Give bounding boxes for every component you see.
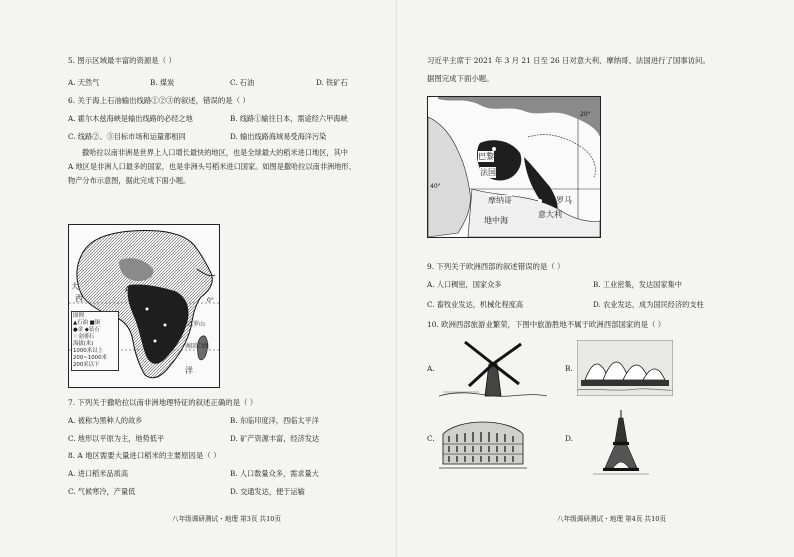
map-label-a: A: [125, 285, 131, 294]
q8-stem: 8. A 地区需要大量进口稻米的主要原因是（ ）: [68, 451, 221, 460]
q5-stem: 5. 图示区域最丰富的资源是（ ）: [68, 56, 176, 65]
opera-house-icon: [577, 340, 673, 396]
q8-option-a: A. 进口稻米品质高: [68, 469, 129, 478]
q10-letter-b: B.: [565, 364, 573, 373]
q9-option-d: D. 农业发达，成为国民经济的支柱: [593, 300, 704, 309]
legend-item-1: ▲石油 ■铜: [73, 320, 101, 326]
q9-stem: 9. 下列关于欧洲西部的叙述错误的是（ ）: [427, 262, 565, 271]
opera-house-picture: [577, 340, 673, 396]
passage-line-1: 撒哈拉以南非洲是世界上人口增长最快的地区，也是全球最大的稻米进口地区，其中: [82, 148, 348, 157]
africa-map: [68, 224, 220, 388]
q8-option-b: B. 人口数量众多，需求量大: [230, 469, 319, 478]
legend-item-4: 海拔(米): [73, 341, 94, 347]
passage-line-2: A 地区是非洲人口最多的国家，也是非洲头号稻米进口国家。如图是撒哈拉以南非洲地形、: [68, 162, 356, 171]
map-label-rome: 罗马: [556, 196, 572, 205]
colosseum-icon: [439, 412, 527, 472]
page-footer-right: 八年级调研测试・地理 第4页 共10页: [557, 515, 667, 523]
intro-line-1: 习近平主席于 2021 年 3 月 21 日至 26 日对意大利、摩纳哥、法国进行了国事访问。: [427, 56, 710, 65]
map-label-20: 20°: [580, 111, 591, 118]
q10-letter-c: C.: [427, 434, 435, 443]
eiffel-tower-picture: [593, 408, 649, 478]
q10-letter-d: D.: [565, 434, 574, 443]
q9-option-c: C. 畜牧业发达，机械化程度高: [427, 300, 524, 309]
map-label-monaco: 摩纳哥: [488, 196, 512, 205]
map-label-mediterranean: 地中海: [484, 216, 508, 225]
q10-letter-a: A.: [427, 364, 435, 373]
right-page: [397, 0, 794, 557]
q5-option-a: A. 天然气: [68, 78, 100, 87]
map-label-italy: 意大利: [538, 210, 562, 219]
map-label-paris: 巴黎: [478, 152, 494, 161]
q5-option-b: B. 煤炭: [150, 78, 175, 87]
q7-option-b: B. 东临印度洋，西临太平洋: [230, 416, 319, 425]
legend-item-6: 200~1000米: [73, 355, 107, 361]
map-label-40: 40°: [430, 183, 441, 190]
map-label-west: 西: [75, 294, 83, 303]
q7-option-a: A. 被称为黑种人的故乡: [68, 416, 143, 425]
q6-option-d: D. 输出线路海域易受海洋污染: [230, 132, 327, 141]
map-label-big: 大: [71, 282, 79, 291]
q6-option-a: A. 霍尔木兹海峡是输出线路的必经之地: [68, 114, 193, 123]
legend-title: 图例: [73, 313, 84, 319]
legend-item-3: ♢金刚石: [73, 334, 95, 340]
windmill-icon: [439, 340, 547, 400]
q9-option-a: A. 人口稠密，国家众多: [427, 280, 502, 289]
q6-stem: 6. 关于海上石油输出线路①②③的叙述，错误的是（ ）: [68, 96, 250, 105]
q8-option-d: D. 交通发达，便于运输: [230, 487, 305, 496]
q7-option-c: C. 地形以平原为主，地势低平: [68, 434, 165, 443]
q6-option-b: B. 线路①输往日本，需途经六甲海峡: [230, 114, 348, 123]
map-legend: [71, 311, 119, 371]
passage-line-3: 物产分布示意图，据此完成下面小题。: [68, 176, 191, 185]
windmill-picture: [439, 340, 547, 400]
q10-stem: 10. 欧洲西部旅游业繁荣，下图中旅游胜地不属于欧洲西部国家的是（ ）: [427, 320, 666, 329]
eiffel-tower-icon: [593, 408, 649, 478]
legend-item-5: 1000米以上: [73, 348, 103, 354]
page-footer-left: 八年级调研测试・地理 第3页 共10页: [172, 515, 282, 523]
q7-stem: 7. 下列关于撒哈拉以南非洲地理特征的叙述正确的是（ ）: [68, 398, 258, 407]
legend-item-2: ●金 ◆钻石: [73, 327, 100, 333]
colosseum-picture: [439, 412, 527, 472]
europe-map: [427, 96, 601, 238]
q7-option-d: D. 矿产资源丰富，经济发达: [230, 434, 320, 443]
passage: [68, 146, 368, 188]
intro-line-2: 据图完成下面小题。: [427, 74, 494, 83]
q6-option-c: C. 线路②、③目标市场和运量都相同: [68, 132, 186, 141]
map-label-luoshan: 乙罗山: [187, 321, 206, 328]
q9-option-b: B. 工业密集，发达国家集中: [593, 280, 682, 289]
europe-map-graphic: [428, 97, 600, 237]
q5-option-d: D. 铁矿石: [316, 78, 348, 87]
map-label-tropic: 南回归线: [185, 343, 210, 350]
q5-option-c: C. 石油: [230, 78, 255, 87]
legend-item-7: 200米以下: [73, 362, 100, 368]
map-label-ocean: 洋: [185, 366, 193, 375]
q8-option-c: C. 气候寒冷，产量低: [68, 487, 136, 496]
map-label-equator: 0°: [207, 297, 214, 304]
map-label-france: 法国: [480, 168, 496, 177]
